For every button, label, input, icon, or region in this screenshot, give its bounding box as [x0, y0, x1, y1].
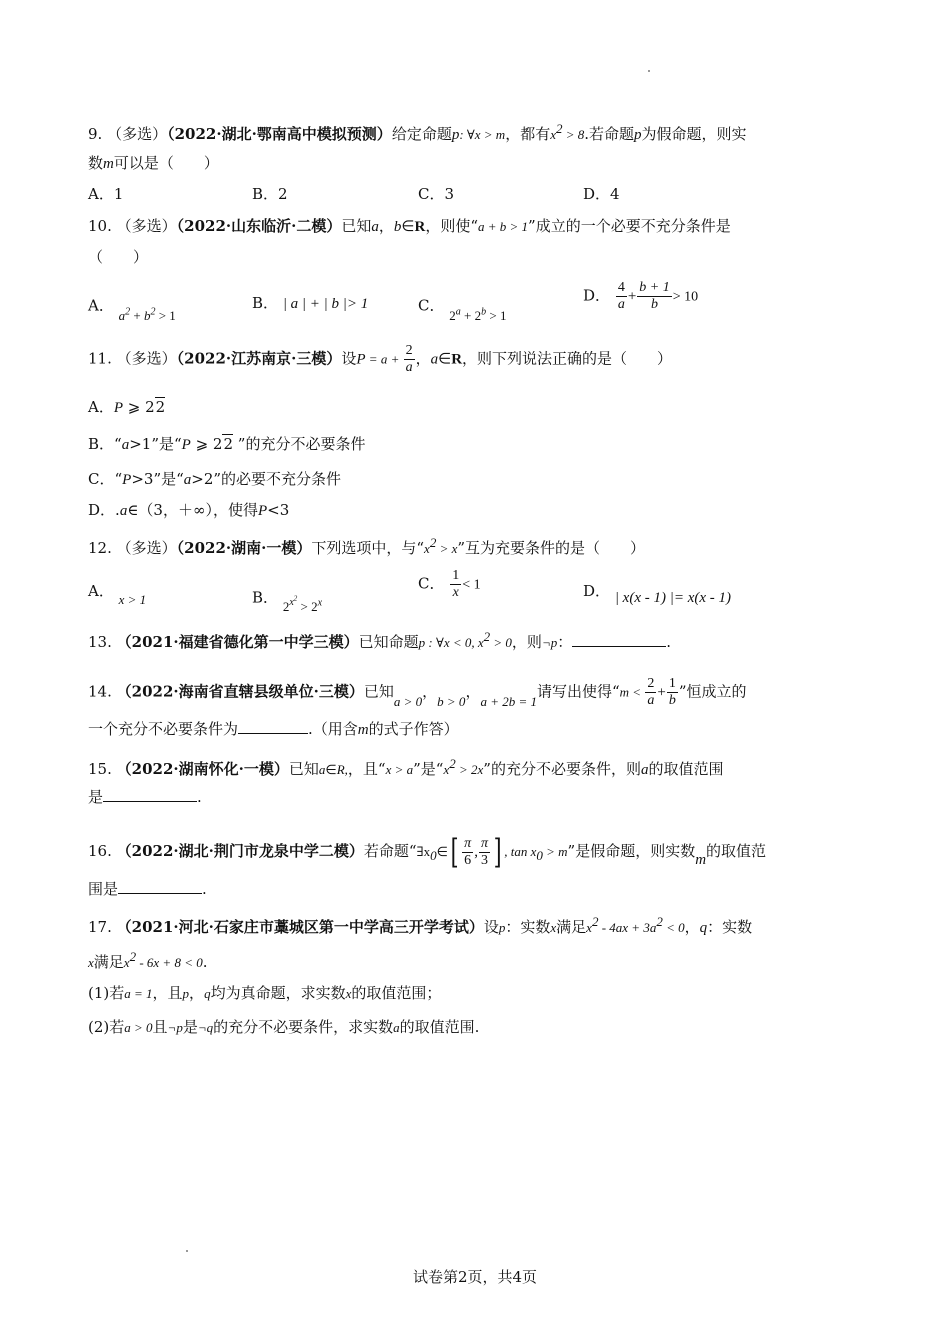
q12-option-b[interactable]: B． $2^{x^2} > 2^x$ [252, 588, 323, 614]
q11-option-b[interactable]: B．“a>1”是“P ⩾ 22 ”的充分不必要条件 [88, 435, 366, 453]
q15-answer-blank[interactable] [103, 787, 197, 802]
q17-line-1: 17. （2021·河北·石家庄市藁城区第一中学高三开学考试）设p：实数x满足$x^2 - 4ax + 3a^2 < 0$，q：实数 [88, 914, 753, 936]
q9-option-b[interactable]: B．2 [252, 185, 288, 203]
q17-line-2: x满足$x^2 - 6x + 8 < 0$. [88, 949, 208, 971]
q16-line-1: 16. （2022·湖北·荆门市龙泉中学二模）若命题“$\exists x_0\in$[ $\frac{\pi}{6}$ , $\frac{\pi}{3}$ ] , $\tan x_0 > m$”是假命题，则实数m的取值范 [88, 832, 767, 872]
q10-option-c[interactable]: C． $2^a + 2^b > 1$ [418, 296, 507, 324]
q9-line-1: 9. （多选）（2022·湖北·鄂南高中模拟预测）给定命题p: ∀x > m，都有$x^2 > 8$.若命题p为假命题，则实 [88, 121, 747, 143]
q11-option-a[interactable]: A．P ⩾ 22 [88, 398, 166, 416]
q14-line-1: 14. （2022·海南省直辖县级单位·三模）已知a > 0，b > 0，a + 2b = 1请写出使得“m < $\frac{2}{a}$ + $\frac{1}{b}$ ”恒成立的 [88, 676, 747, 709]
print-dot-bottom [186, 1250, 188, 1252]
q9-line-2: 数m可以是（ ） [88, 154, 219, 172]
print-dot-top [648, 70, 650, 72]
q12-option-d[interactable]: D． | x(x - 1) |= x(x - 1) [583, 582, 732, 606]
q15-line-2: 是 . [88, 788, 202, 806]
q12-line-1: 12. （多选）（2022·湖南·一模）下列选项中，与“$x^2 > x$”互为充要条件的是（ ） [88, 535, 646, 557]
q16-line-2: 围是 . [88, 880, 207, 898]
page-footer: 试卷第2页，共4页 [412, 1268, 538, 1286]
q13-line-1: 13. （2021·福建省德化第一中学三模）已知命题p : ∀x < 0, $x^2 > 0$，则¬p： . [88, 629, 672, 651]
q15-line-1: 15. （2022·湖南怀化·一模）已知a∈R,，且“x > a”是“$x^2 > 2x$”的充分不必要条件，则a的取值范围 [88, 756, 724, 778]
q9-option-a[interactable]: A．1 [88, 185, 124, 203]
q14-line-2: 一个充分不必要条件为 .（用含m的式子作答） [88, 720, 459, 738]
q10-line-1: 10. （多选）（2022·山东临沂·二模）已知a，b∈R，则使“a + b > 1”成立的一个必要不充分条件是 [88, 217, 731, 235]
q13-answer-blank[interactable] [572, 632, 666, 647]
q10-option-b[interactable]: B． | a | + | b |> 1 [252, 294, 369, 312]
q11-option-d[interactable]: D．.a∈（3，＋∞），使得P<3 [88, 501, 290, 519]
q12-option-c[interactable]: C． $\frac{1}{x}$ < 1 [418, 568, 481, 600]
q11-option-c[interactable]: C．“P>3”是“a>2”的必要不充分条件 [88, 470, 342, 488]
q17-part-1: (1)若a = 1，且p，q均为真命题，求实数x的取值范围； [88, 984, 442, 1002]
q14-answer-blank[interactable] [238, 719, 308, 734]
q10-option-d[interactable]: D． $\frac{4}{a}$ + $\frac{b + 1}{b}$ > 10 [583, 280, 699, 312]
q17-part-2: (2)若a > 0且¬p是¬q的充分不必要条件，求实数a的取值范围. [88, 1018, 480, 1036]
q16-answer-blank[interactable] [118, 879, 202, 894]
q10-option-a[interactable]: A． $a^2 + b^2 > 1$ [88, 296, 176, 324]
q9-option-d[interactable]: D．4 [583, 185, 620, 203]
q9-option-c[interactable]: C．3 [418, 185, 455, 203]
q12-option-a[interactable]: A． x > 1 [88, 582, 147, 607]
q11-line-1: 11. （多选）（2022·江苏南京·三模）设P = a + $\frac{2}{a}$ ，a∈R，则下列说法正确的是（ ） [88, 343, 673, 375]
q10-line-2: （ ） [88, 248, 149, 266]
